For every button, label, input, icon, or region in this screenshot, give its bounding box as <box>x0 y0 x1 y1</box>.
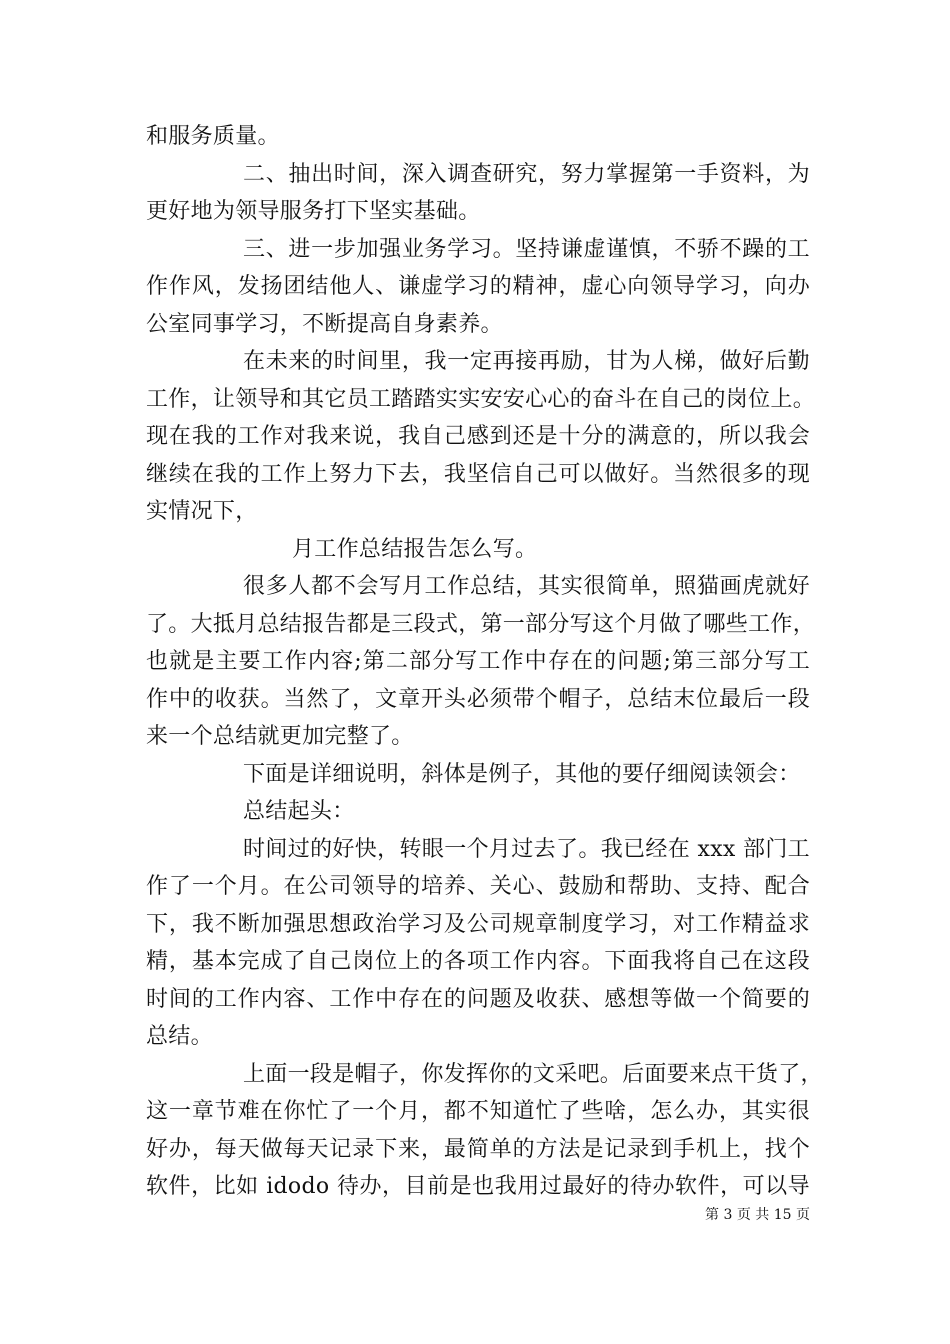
text-line: 更好地为领导服务打下坚实基础。 <box>146 199 481 224</box>
text-line: 下面是详细说明，斜体是例子，其他的要仔细阅读领会： <box>243 761 801 787</box>
text-line: 精，基本完成了自己岗位上的各项工作内容。下面我将自己在这段 <box>146 949 810 974</box>
text-line: 在未来的时间里，我一定再接再励，甘为人梯，做好后勤 <box>243 349 810 374</box>
section-title: 月工作总结报告怎么写。 <box>292 536 538 562</box>
text-line: 也就是主要工作内容;第二部分写工作中存在的问题;第三部分写工 <box>146 649 810 674</box>
text-line: 很多人都不会写月工作总结，其实很简单，照猫画虎就好 <box>243 574 810 599</box>
text-line: 好办，每天做每天记录下来，最简单的方法是记录到手机上，找个 <box>146 1136 810 1162</box>
document-body <box>146 118 823 1206</box>
text-line: 总结。 <box>146 1024 213 1049</box>
text-line: 来一个总结就更加完整了。 <box>146 724 414 749</box>
text-line: 作作风，发扬团结他人、谦虚学习的精神，虚心向领导学习，向办 <box>146 274 810 299</box>
text-line: 了。大抵月总结报告都是三段式，第一部分写这个月做了哪些工作， <box>146 611 816 637</box>
text-line: 时间过的好快，转眼一个月过去了。我已经在 xxx 部门工 <box>243 836 810 862</box>
text-line: 这一章节难在你忙了一个月，都不知道忙了些啥，怎么办，其实很 <box>146 1099 810 1124</box>
text-line: 和服务质量。 <box>146 124 280 149</box>
page-footer: 第 3 页 共 15 页 <box>705 1207 810 1223</box>
text-line: 二、抽出时间，深入调查研究，努力掌握第一手资料，为 <box>243 161 810 187</box>
text-line: 作了一个月。在公司领导的培养、关心、鼓励和帮助、支持、配合 <box>146 874 810 899</box>
text-line: 上面一段是帽子，你发挥你的文采吧。后面要来点干货了， <box>243 1061 823 1087</box>
text-line: 总结起头： <box>243 799 355 824</box>
text-line: 下，我不断加强思想政治学习及公司规章制度学习，对工作精益求 <box>146 911 810 937</box>
text-line: 三、进一步加强业务学习。坚持谦虚谨慎，不骄不躁的工 <box>243 236 810 262</box>
text-line: 作中的收获。当然了，文章开头必须带个帽子，总结末位最后一段 <box>146 686 810 712</box>
text-line: 工作，让领导和其它员工踏踏实实安安心心的奋斗在自己的岗位上。 <box>146 386 816 412</box>
text-line: 实情况下， <box>146 499 258 524</box>
text-line: 现在我的工作对我来说，我自己感到还是十分的满意的，所以我会 <box>146 424 810 449</box>
text-line: 时间的工作内容、工作中存在的问题及收获、感想等做一个简要的 <box>146 986 810 1012</box>
text-line: 软件，比如 idodo 待办，目前是也我用过最好的待办软件，可以导 <box>146 1174 810 1199</box>
text-line: 继续在我的工作上努力下去，我坚信自己可以做好。当然很多的现 <box>146 461 810 487</box>
text-line: 公室同事学习，不断提高自身素养。 <box>146 311 503 337</box>
